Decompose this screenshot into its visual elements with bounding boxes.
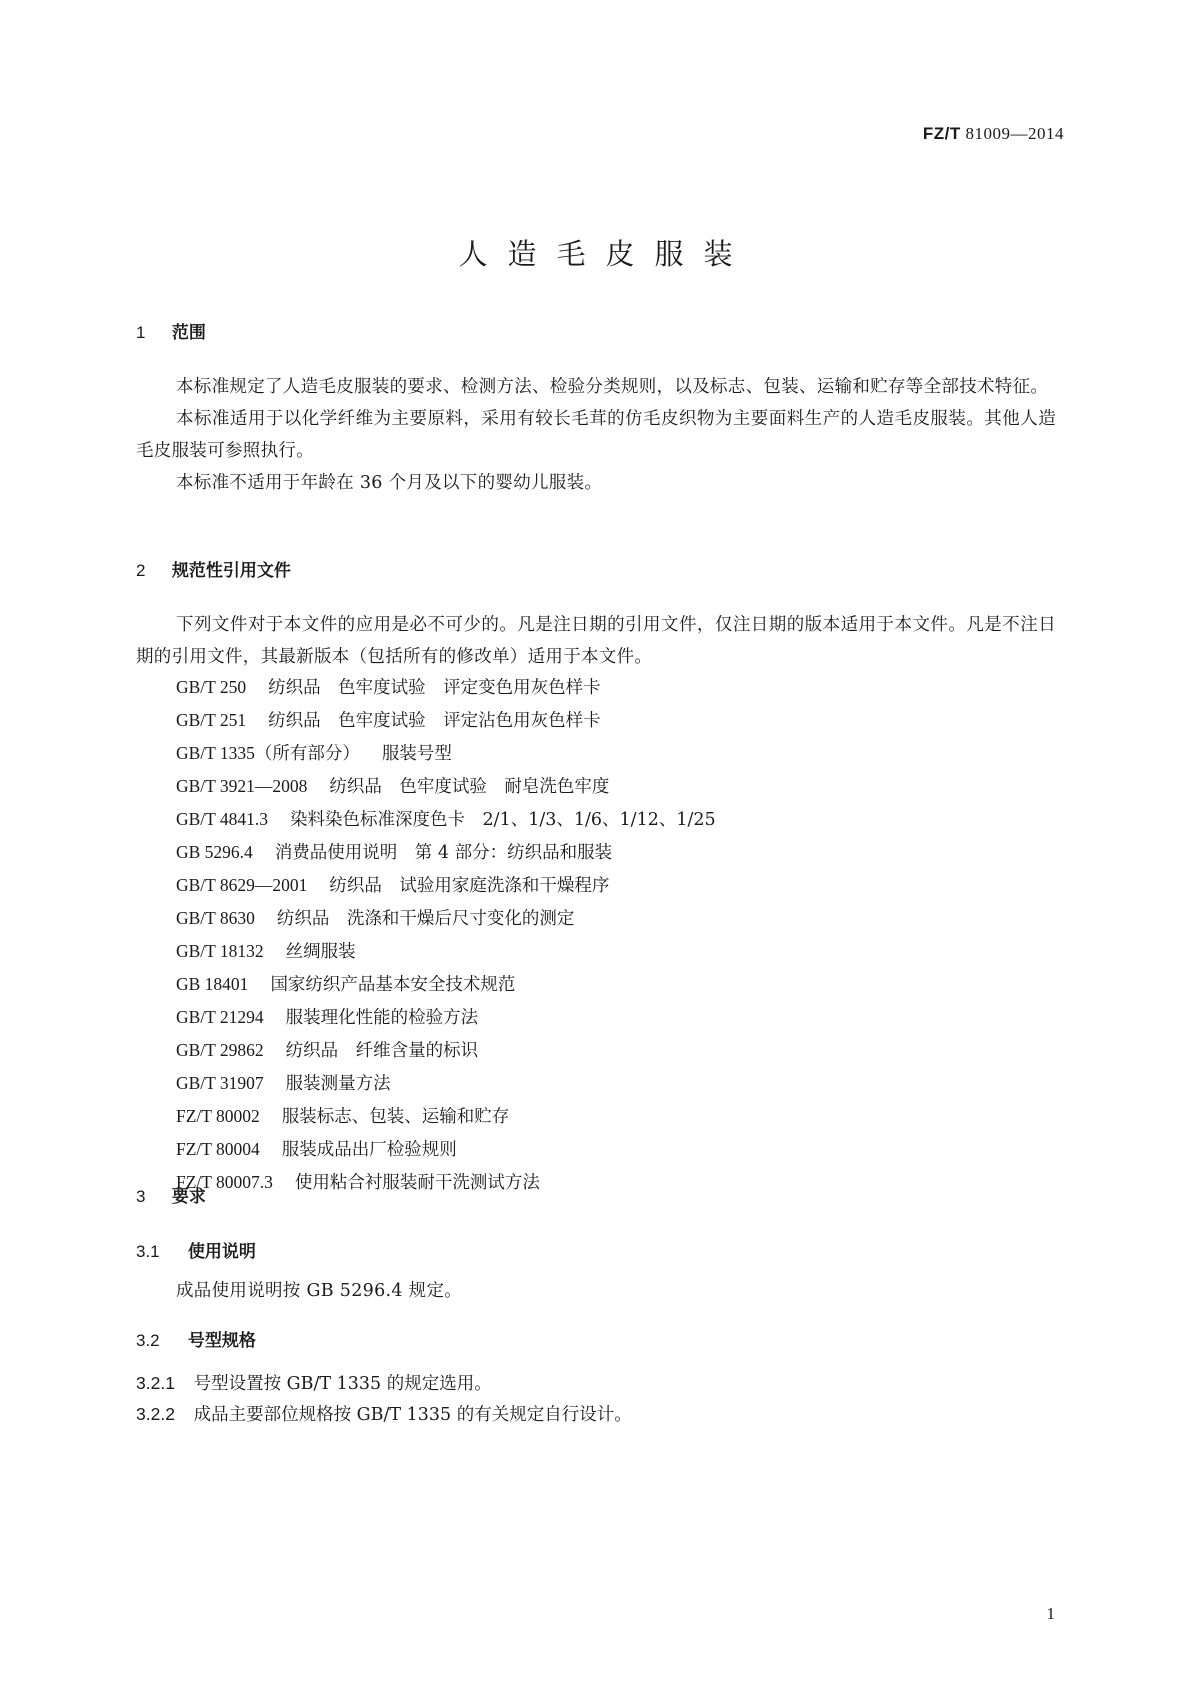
reference-item: [176, 1100, 1056, 1133]
reference-code: GB/T 250: [176, 677, 247, 697]
reference-code: GB/T 29862: [176, 1040, 264, 1060]
section-number: 2: [136, 561, 146, 580]
reference-item: [176, 704, 1056, 737]
reference-code: FZ/T 80004: [176, 1139, 260, 1159]
reference-title: 服装号型: [381, 744, 452, 764]
reference-title: 消费品使用说明 第 4 部分：纺织品和服装: [274, 843, 613, 863]
clause-text: 号型设置按 GB/T 1335 的规定选用。: [193, 1374, 492, 1394]
section-3-1-body: [136, 1275, 1056, 1307]
reference-title: 使用粘合衬服装耐干洗测试方法: [294, 1173, 540, 1193]
section-number: 3.1: [136, 1242, 160, 1261]
reference-code: GB/T 8630: [176, 908, 255, 928]
reference-title: 纺织品 色牢度试验 耐皂洗色牢度: [329, 777, 610, 797]
reference-title: 服装理化性能的检验方法: [285, 1008, 479, 1028]
normative-references-list: [176, 671, 1056, 1199]
reference-title: 纺织品 色牢度试验 评定变色用灰色样卡: [268, 678, 601, 698]
section-2-heading: [136, 556, 291, 581]
reference-title: 服装测量方法: [285, 1074, 391, 1094]
paragraph: 本标准规定了人造毛皮服装的要求、检测方法、检验分类规则，以及标志、包装、运输和贮存等全部技术特征。: [176, 377, 1049, 397]
section-title: 规范性引用文件: [171, 561, 291, 581]
section-number: 1: [136, 323, 146, 342]
reference-item: [176, 770, 1056, 803]
section-title: 范围: [171, 323, 206, 343]
reference-code: GB/T 18132: [176, 941, 264, 961]
paragraph: 本标准适用于以化学纤维为主要原料，采用有较长毛茸的仿毛皮织物为主要面料生产的人造毛皮服装。其他人造毛皮服装可参照执行。: [136, 409, 1056, 461]
section-3-heading: [136, 1182, 206, 1207]
reference-item: [176, 902, 1056, 935]
reference-title: 纺织品 试验用家庭洗涤和干燥程序: [329, 876, 610, 896]
reference-code: GB 5296.4: [176, 842, 253, 862]
reference-item: [176, 1067, 1056, 1100]
standard-code-prefix: FZ/T: [922, 124, 961, 143]
paragraph: 本标准不适用于年龄在 36 个月及以下的婴幼儿服装。: [176, 473, 603, 493]
reference-code: GB/T 8629—2001: [176, 875, 308, 895]
document-title: 人造毛皮服装: [458, 237, 753, 271]
section-1-body: [136, 371, 1056, 499]
section-title: 使用说明: [187, 1242, 256, 1262]
reference-title: 丝绸服装: [285, 942, 356, 962]
reference-item: [176, 671, 1056, 704]
section-number: 3: [136, 1187, 146, 1206]
reference-item: [176, 1133, 1056, 1166]
standard-code: [923, 124, 1064, 144]
section-3-2-heading: [136, 1326, 256, 1351]
paragraph: 成品使用说明按 GB 5296.4 规定。: [176, 1281, 463, 1301]
reference-item: [176, 1001, 1056, 1034]
reference-code: GB/T 4841.3: [176, 809, 269, 829]
clause-number: 3.2.1: [136, 1373, 175, 1393]
reference-code: FZ/T 80002: [176, 1106, 260, 1126]
reference-item: [176, 1166, 1056, 1199]
reference-item: [176, 737, 1056, 770]
reference-title: 纺织品 纤维含量的标识: [285, 1041, 479, 1061]
reference-item: [176, 869, 1056, 902]
reference-item: [176, 935, 1056, 968]
reference-title: 纺织品 洗涤和干燥后尺寸变化的测定: [276, 909, 575, 929]
reference-item: [176, 803, 1056, 836]
paragraph: 下列文件对于本文件的应用是必不可少的。凡是注日期的引用文件，仅注日期的版本适用于本文件。凡是不注日期的引用文件，其最新版本（包括所有的修改单）适用于本文件。: [136, 615, 1056, 667]
reference-code: GB/T 3921—2008: [176, 776, 308, 796]
clause-3-2-1: [136, 1370, 492, 1395]
reference-title: 染料染色标准深度色卡 2/1、1/3、1/6、1/12、1/25: [290, 810, 716, 830]
reference-item: [176, 968, 1056, 1001]
reference-title: 服装成品出厂检验规则: [281, 1140, 457, 1160]
clause-text: 成品主要部位规格按 GB/T 1335 的有关规定自行设计。: [193, 1405, 632, 1425]
reference-code: FZ/T 80007.3: [176, 1172, 273, 1192]
standard-code-number: 81009—2014: [965, 124, 1064, 143]
reference-title: 服装标志、包装、运输和贮存: [281, 1107, 510, 1127]
reference-code: GB/T 31907: [176, 1073, 264, 1093]
reference-code: GB/T 21294: [176, 1007, 264, 1027]
reference-title: 国家纺织产品基本安全技术规范: [270, 975, 516, 995]
reference-code: GB/T 1335（所有部分）: [176, 743, 360, 763]
section-title: 号型规格: [187, 1331, 256, 1351]
section-number: 3.2: [136, 1331, 160, 1350]
reference-item: [176, 836, 1056, 869]
reference-title: 纺织品 色牢度试验 评定沾色用灰色样卡: [268, 711, 601, 731]
clause-3-2-2: [136, 1401, 632, 1426]
reference-code: GB 18401: [176, 974, 249, 994]
clause-number: 3.2.2: [136, 1404, 175, 1424]
section-1-heading: [136, 318, 206, 343]
section-3-1-heading: [136, 1237, 256, 1262]
reference-code: GB/T 251: [176, 710, 247, 730]
section-2-intro: [136, 609, 1056, 673]
reference-item: [176, 1034, 1056, 1067]
page-number: 1: [1046, 1604, 1055, 1623]
section-title: 要求: [171, 1187, 206, 1207]
